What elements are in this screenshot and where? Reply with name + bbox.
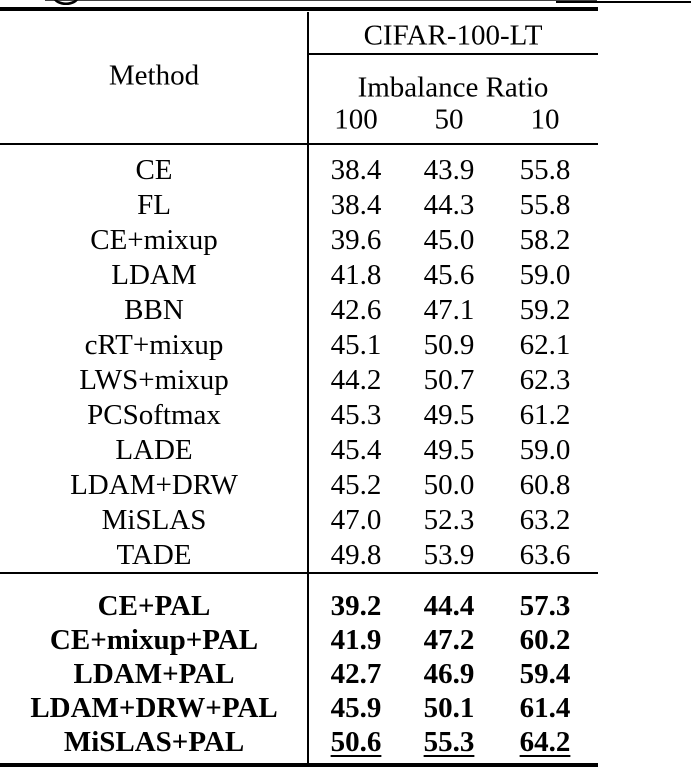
dataset-header: CIFAR-100-LT bbox=[363, 19, 543, 52]
value-cell: 52.3 bbox=[423, 504, 475, 536]
cutoff-caption-glyph-fragment bbox=[52, 0, 80, 7]
value-cell: 63.6 bbox=[519, 539, 571, 571]
header-separator-rule bbox=[0, 143, 598, 145]
value-cell: 42.6 bbox=[330, 294, 382, 326]
method-cell: LWS+mixup bbox=[79, 364, 229, 396]
method-cell: CE bbox=[135, 154, 173, 186]
pal-methods-section bbox=[0, 589, 598, 759]
table-row bbox=[0, 433, 598, 468]
value-cell: 64.2 bbox=[519, 725, 571, 758]
table-row bbox=[0, 398, 598, 433]
imbalance-ratio-header: Imbalance Ratio bbox=[357, 71, 549, 104]
table-row bbox=[0, 589, 598, 623]
value-cell: 50.0 bbox=[423, 469, 475, 501]
table-row bbox=[0, 468, 598, 503]
value-cell: 49.8 bbox=[330, 539, 382, 571]
value-cell: 61.4 bbox=[519, 691, 571, 724]
value-cell: 62.1 bbox=[519, 329, 571, 361]
value-cell: 50.6 bbox=[330, 725, 382, 758]
cutoff-caption-rule bbox=[45, 0, 597, 1]
value-cell: 39.2 bbox=[330, 589, 382, 622]
value-cell: 57.3 bbox=[519, 589, 571, 622]
method-cell: LDAM+DRW+PAL bbox=[30, 691, 278, 724]
value-cell: 63.2 bbox=[519, 504, 571, 536]
table-row bbox=[0, 293, 598, 328]
value-cell: 38.4 bbox=[330, 189, 382, 221]
value-cell: 59.4 bbox=[519, 657, 571, 690]
value-cell: 60.8 bbox=[519, 469, 571, 501]
value-cell: 49.5 bbox=[423, 434, 475, 466]
method-cell: LDAM bbox=[111, 259, 197, 291]
value-cell: 45.0 bbox=[423, 224, 475, 256]
table-row bbox=[0, 363, 598, 398]
value-cell: 50.9 bbox=[423, 329, 475, 361]
method-cell: LDAM+DRW bbox=[70, 469, 238, 501]
col-header-ratio-50: 50 bbox=[434, 103, 464, 136]
table-row bbox=[0, 691, 598, 725]
col-header-ratio-100: 100 bbox=[334, 103, 378, 136]
table-row bbox=[0, 258, 598, 293]
value-cell: 45.6 bbox=[423, 259, 475, 291]
value-cell: 62.3 bbox=[519, 364, 571, 396]
table-row bbox=[0, 657, 598, 691]
method-cell: CE+mixup bbox=[90, 224, 218, 256]
value-cell: 61.2 bbox=[519, 399, 571, 431]
value-cell: 47.0 bbox=[330, 504, 382, 536]
method-cell: MiSLAS+PAL bbox=[63, 725, 245, 758]
value-cell: 45.3 bbox=[330, 399, 382, 431]
value-cell: 46.9 bbox=[423, 657, 475, 690]
method-cell: MiSLAS bbox=[101, 504, 207, 536]
table-row bbox=[0, 153, 598, 188]
method-column-header: Method bbox=[108, 59, 200, 92]
value-cell: 41.9 bbox=[330, 623, 382, 656]
value-cell: 47.1 bbox=[423, 294, 475, 326]
table-row bbox=[0, 623, 598, 657]
value-cell: 42.7 bbox=[330, 657, 382, 690]
value-cell: 50.1 bbox=[423, 691, 475, 724]
value-cell: 53.9 bbox=[423, 539, 475, 571]
table-row bbox=[0, 188, 598, 223]
value-cell: 47.2 bbox=[423, 623, 475, 656]
value-cell: 45.1 bbox=[330, 329, 382, 361]
value-cell: 41.8 bbox=[330, 259, 382, 291]
value-cell: 38.4 bbox=[330, 154, 382, 186]
cutoff-caption-underline bbox=[556, 1, 691, 3]
value-cell: 55.3 bbox=[423, 725, 475, 758]
value-cell: 55.8 bbox=[519, 154, 571, 186]
value-cell: 59.2 bbox=[519, 294, 571, 326]
value-cell: 50.7 bbox=[423, 364, 475, 396]
value-cell: 45.2 bbox=[330, 469, 382, 501]
value-cell: 55.8 bbox=[519, 189, 571, 221]
value-cell: 45.9 bbox=[330, 691, 382, 724]
table-row bbox=[0, 725, 598, 759]
value-cell: 59.0 bbox=[519, 259, 571, 291]
value-cell: 44.3 bbox=[423, 189, 475, 221]
method-cell: FL bbox=[137, 189, 171, 221]
baseline-methods-section bbox=[0, 153, 598, 573]
method-cell: LADE bbox=[115, 434, 193, 466]
value-cell: 49.5 bbox=[423, 399, 475, 431]
table-top-rule bbox=[0, 7, 598, 11]
table-row bbox=[0, 328, 598, 363]
table-row bbox=[0, 223, 598, 258]
value-cell: 43.9 bbox=[423, 154, 475, 186]
value-cell: 59.0 bbox=[519, 434, 571, 466]
method-cell: LDAM+PAL bbox=[73, 657, 235, 690]
dataset-header-subrule bbox=[308, 53, 598, 55]
method-cell: BBN bbox=[124, 294, 184, 326]
table-row bbox=[0, 538, 598, 573]
col-header-ratio-10: 10 bbox=[530, 103, 560, 136]
method-cell: PCSoftmax bbox=[87, 399, 221, 431]
method-cell: TADE bbox=[116, 539, 192, 571]
value-cell: 45.4 bbox=[330, 434, 382, 466]
value-cell: 58.2 bbox=[519, 224, 571, 256]
table-row bbox=[0, 503, 598, 538]
method-cell: cRT+mixup bbox=[84, 329, 224, 361]
value-cell: 39.6 bbox=[330, 224, 382, 256]
value-cell: 60.2 bbox=[519, 623, 571, 656]
value-cell: 44.4 bbox=[423, 589, 475, 622]
method-cell: CE+PAL bbox=[97, 589, 211, 622]
table-bottom-rule bbox=[0, 763, 598, 767]
method-cell: CE+mixup+PAL bbox=[49, 623, 259, 656]
value-cell: 44.2 bbox=[330, 364, 382, 396]
